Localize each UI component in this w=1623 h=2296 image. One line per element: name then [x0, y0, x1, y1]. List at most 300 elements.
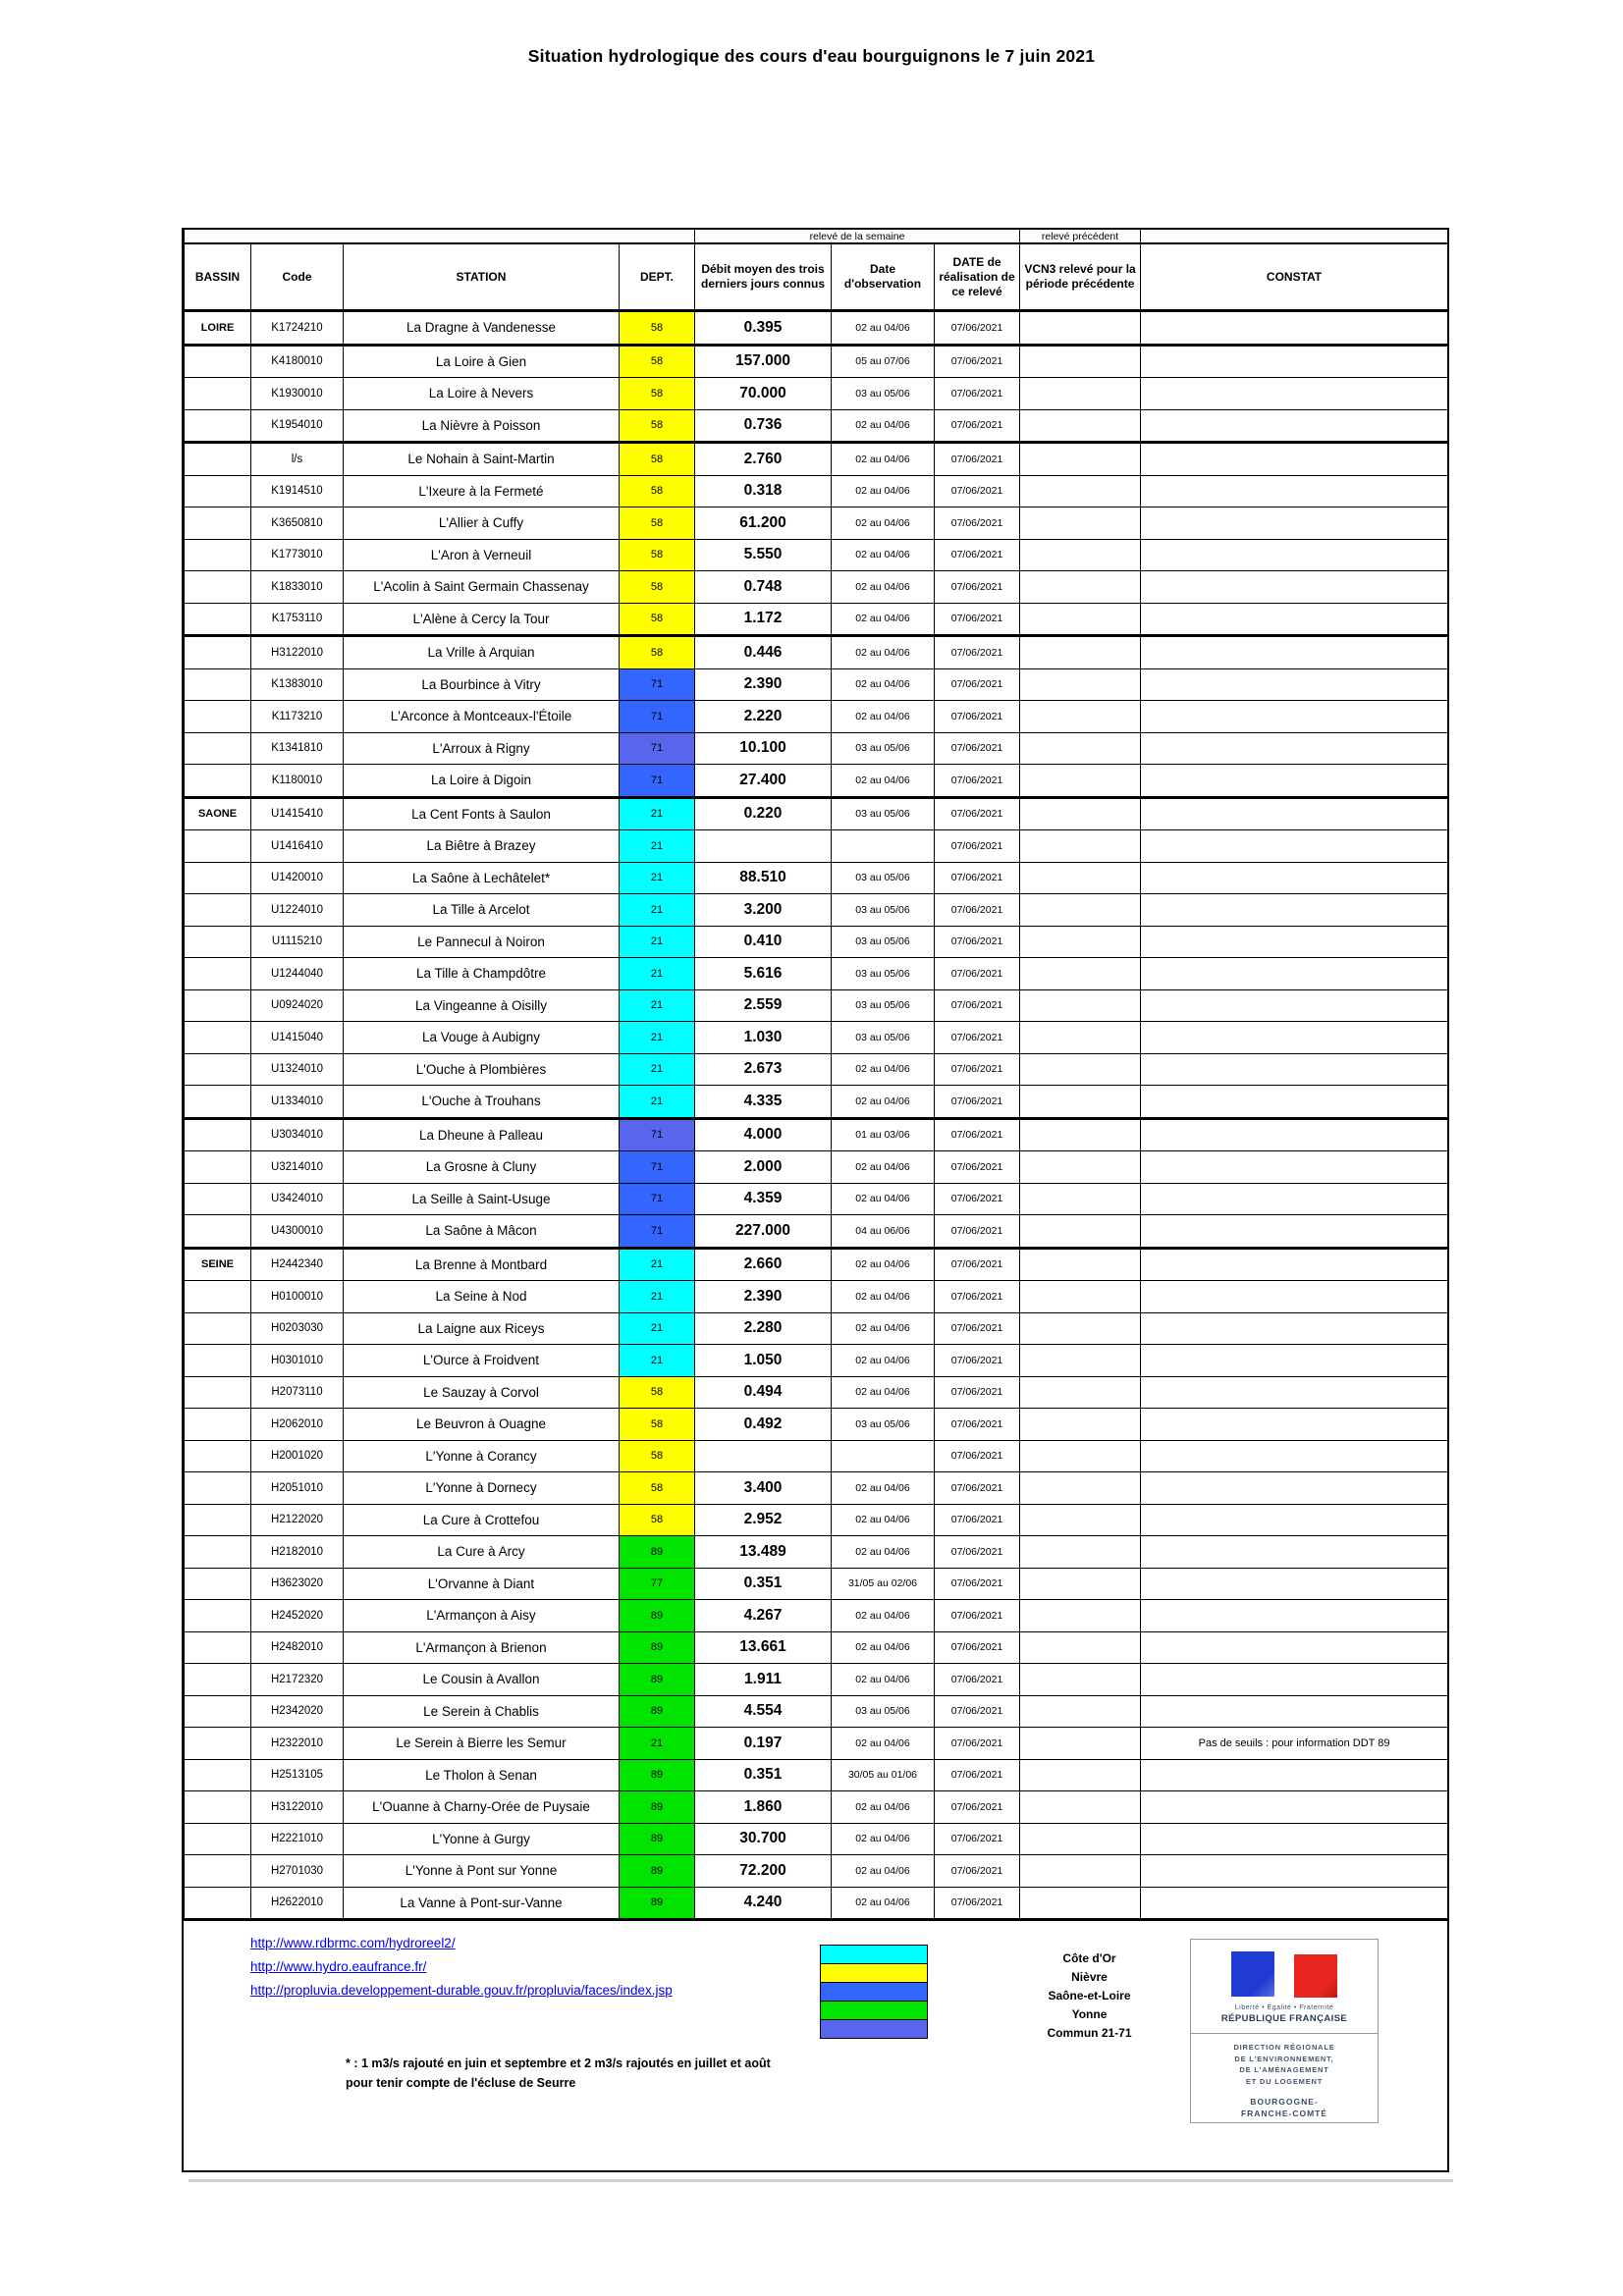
vcn3-cell — [1020, 830, 1141, 863]
debit-cell: 1.030 — [695, 1022, 832, 1054]
dreal-line: ET DU LOGEMENT — [1245, 2076, 1324, 2086]
bassin-cell — [185, 1568, 251, 1600]
header-bassin: BASSIN — [185, 243, 251, 311]
debit-cell: 0.351 — [695, 1568, 832, 1600]
code-cell: H2482010 — [251, 1631, 344, 1664]
date-observation-cell: 02 au 04/06 — [832, 1345, 935, 1377]
debit-cell: 2.952 — [695, 1504, 832, 1536]
dreal-line: DIRECTION RÉGIONALE — [1233, 2043, 1335, 2052]
hydro-table — [184, 230, 1448, 1921]
date-releve-cell: 07/06/2021 — [935, 668, 1020, 701]
date-releve-cell: 07/06/2021 — [935, 571, 1020, 604]
page-title: Situation hydrologique des cours d'eau bourguignons le 7 juin 2021 — [527, 46, 1096, 66]
dept-cell: 89 — [620, 1855, 695, 1888]
code-cell: U4300010 — [251, 1215, 344, 1249]
legend-swatch — [820, 1982, 928, 2002]
debit-cell: 2.280 — [695, 1312, 832, 1345]
table-row — [185, 507, 1448, 540]
page-shadow — [189, 2179, 1453, 2182]
table-row — [185, 378, 1448, 410]
date-releve-cell: 07/06/2021 — [935, 1409, 1020, 1441]
constat-cell — [1141, 1022, 1448, 1054]
code-cell: U1244040 — [251, 958, 344, 990]
dept-cell: 71 — [620, 1151, 695, 1184]
date-observation-cell: 02 au 04/06 — [832, 1183, 935, 1215]
table-row — [185, 1631, 1448, 1664]
constat-cell — [1141, 475, 1448, 507]
vcn3-cell — [1020, 1151, 1141, 1184]
code-cell: U1334010 — [251, 1086, 344, 1119]
bassin-cell — [185, 1053, 251, 1086]
table-row — [185, 1151, 1448, 1184]
station-cell: L'Acolin à Saint Germain Chassenay — [344, 571, 620, 604]
header-debit: Débit moyen des trois derniers jours connus — [695, 243, 832, 311]
table-row — [185, 1183, 1448, 1215]
constat-cell — [1141, 1504, 1448, 1536]
code-cell: U1115210 — [251, 926, 344, 958]
bassin-cell — [185, 894, 251, 927]
date-observation-cell: 03 au 05/06 — [832, 732, 935, 765]
vcn3-cell — [1020, 989, 1141, 1022]
date-observation-cell: 02 au 04/06 — [832, 1151, 935, 1184]
bassin-cell — [185, 1022, 251, 1054]
dept-cell: 21 — [620, 797, 695, 830]
dreal-lines — [1191, 2042, 1378, 2088]
dept-cell: 71 — [620, 668, 695, 701]
vcn3-cell — [1020, 1376, 1141, 1409]
constat-cell: Pas de seuils : pour information DDT 89 — [1141, 1728, 1448, 1760]
constat-cell — [1141, 1759, 1448, 1791]
date-releve-cell: 07/06/2021 — [935, 830, 1020, 863]
station-cell: La Saône à Mâcon — [344, 1215, 620, 1249]
date-observation-cell: 02 au 04/06 — [832, 1472, 935, 1505]
dept-cell: 21 — [620, 1053, 695, 1086]
station-cell: La Vanne à Pont-sur-Vanne — [344, 1887, 620, 1920]
bassin-cell — [185, 1118, 251, 1151]
dept-cell: 21 — [620, 1312, 695, 1345]
vcn3-cell — [1020, 1118, 1141, 1151]
date-releve-cell: 07/06/2021 — [935, 1215, 1020, 1249]
station-cell: L'Ouche à Plombières — [344, 1053, 620, 1086]
dept-cell: 58 — [620, 507, 695, 540]
table-row — [185, 926, 1448, 958]
dept-cell: 21 — [620, 1281, 695, 1313]
station-cell: La Cent Fonts à Saulon — [344, 797, 620, 830]
vcn3-cell — [1020, 443, 1141, 476]
station-cell: La Saône à Lechâtelet* — [344, 862, 620, 894]
bassin-cell — [185, 507, 251, 540]
station-cell: L'Yonne à Gurgy — [344, 1823, 620, 1855]
station-cell: La Dragne à Vandenesse — [344, 311, 620, 346]
dept-cell: 71 — [620, 1215, 695, 1249]
constat-cell — [1141, 1409, 1448, 1441]
constat-cell — [1141, 1281, 1448, 1313]
band-spacer-right — [1141, 230, 1448, 243]
legend-labels — [984, 1949, 1195, 2043]
table-row — [185, 765, 1448, 798]
bassin-cell — [185, 475, 251, 507]
code-cell: H2073110 — [251, 1376, 344, 1409]
vcn3-cell — [1020, 1053, 1141, 1086]
code-cell: H3122010 — [251, 636, 344, 669]
vcn3-cell — [1020, 507, 1141, 540]
links-block — [250, 1932, 673, 2002]
constat-cell — [1141, 507, 1448, 540]
constat-cell — [1141, 1151, 1448, 1184]
table-row — [185, 668, 1448, 701]
logo-region-line-1: BOURGOGNE- — [1250, 2096, 1319, 2107]
bassin-cell — [185, 765, 251, 798]
station-cell: La Tille à Arcelot — [344, 894, 620, 927]
dept-cell: 21 — [620, 1086, 695, 1119]
date-observation-cell: 02 au 04/06 — [832, 1312, 935, 1345]
table-row — [185, 830, 1448, 863]
constat-cell — [1141, 830, 1448, 863]
table-row — [185, 345, 1448, 378]
date-releve-cell: 07/06/2021 — [935, 1695, 1020, 1728]
band-spacer-left — [185, 230, 695, 243]
date-observation-cell: 02 au 04/06 — [832, 409, 935, 443]
debit-cell: 4.267 — [695, 1600, 832, 1632]
code-cell: K1753110 — [251, 603, 344, 636]
date-observation-cell: 03 au 05/06 — [832, 1022, 935, 1054]
date-observation-cell: 03 au 05/06 — [832, 894, 935, 927]
table-row — [185, 1759, 1448, 1791]
station-cell: Le Tholon à Senan — [344, 1759, 620, 1791]
date-observation-cell: 02 au 04/06 — [832, 1887, 935, 1920]
legend-swatch — [820, 1963, 928, 1983]
vcn3-cell — [1020, 862, 1141, 894]
dept-cell: 21 — [620, 862, 695, 894]
date-observation-cell: 02 au 04/06 — [832, 311, 935, 346]
station-cell: L'Arroux à Rigny — [344, 732, 620, 765]
dept-cell: 58 — [620, 345, 695, 378]
code-cell: K4180010 — [251, 345, 344, 378]
date-observation-cell: 02 au 04/06 — [832, 1536, 935, 1569]
bassin-cell — [185, 636, 251, 669]
vcn3-cell — [1020, 1759, 1141, 1791]
bassin-cell — [185, 1823, 251, 1855]
table-row — [185, 1376, 1448, 1409]
dept-cell: 89 — [620, 1695, 695, 1728]
debit-cell: 61.200 — [695, 507, 832, 540]
date-releve-cell: 07/06/2021 — [935, 1728, 1020, 1760]
date-observation-cell: 02 au 04/06 — [832, 1631, 935, 1664]
constat-cell — [1141, 1855, 1448, 1888]
table-row — [185, 1568, 1448, 1600]
date-releve-cell: 07/06/2021 — [935, 1345, 1020, 1377]
debit-cell: 0.318 — [695, 475, 832, 507]
dept-cell: 71 — [620, 732, 695, 765]
constat-cell — [1141, 1791, 1448, 1824]
table-row — [185, 475, 1448, 507]
header-dept: DEPT. — [620, 243, 695, 311]
code-cell: U3034010 — [251, 1118, 344, 1151]
date-observation-cell: 02 au 04/06 — [832, 1728, 935, 1760]
external-link[interactable]: http://propluvia.developpement-durable.gouv.fr/propluvia/faces/index.jsp — [250, 1983, 673, 1998]
table-row — [185, 1281, 1448, 1313]
vcn3-cell — [1020, 1536, 1141, 1569]
constat-cell — [1141, 1183, 1448, 1215]
constat-cell — [1141, 926, 1448, 958]
station-cell: La Seille à Saint-Usuge — [344, 1183, 620, 1215]
station-cell: L'Yonne à Corancy — [344, 1440, 620, 1472]
bassin-cell — [185, 378, 251, 410]
date-observation-cell: 02 au 04/06 — [832, 1376, 935, 1409]
table-row — [185, 797, 1448, 830]
header-code: Code — [251, 243, 344, 311]
dreal-line: DE L'ENVIRONNEMENT, — [1234, 2054, 1334, 2063]
date-observation-cell: 03 au 05/06 — [832, 926, 935, 958]
date-releve-cell: 07/06/2021 — [935, 636, 1020, 669]
station-cell: La Cure à Crottefou — [344, 1504, 620, 1536]
vcn3-cell — [1020, 701, 1141, 733]
bassin-cell — [185, 1151, 251, 1184]
vcn3-cell — [1020, 1440, 1141, 1472]
table-row — [185, 958, 1448, 990]
station-cell: L'Ouche à Trouhans — [344, 1086, 620, 1119]
constat-cell — [1141, 1345, 1448, 1377]
code-cell: H0203030 — [251, 1312, 344, 1345]
debit-cell: 1.860 — [695, 1791, 832, 1824]
date-observation-cell: 02 au 04/06 — [832, 1053, 935, 1086]
vcn3-cell — [1020, 378, 1141, 410]
date-observation-cell: 05 au 07/06 — [832, 345, 935, 378]
bassin-cell — [185, 926, 251, 958]
legend-swatches — [820, 1945, 928, 2039]
code-cell: H2051010 — [251, 1472, 344, 1505]
code-cell: K1833010 — [251, 571, 344, 604]
logo-republic: RÉPUBLIQUE FRANÇAISE — [1220, 2013, 1348, 2024]
code-cell: U1224010 — [251, 894, 344, 927]
station-cell: Le Pannecul à Noiron — [344, 926, 620, 958]
dept-cell: 77 — [620, 1568, 695, 1600]
dept-cell: 89 — [620, 1664, 695, 1696]
date-observation-cell: 03 au 05/06 — [832, 378, 935, 410]
date-observation-cell: 03 au 05/06 — [832, 989, 935, 1022]
table-row — [185, 1664, 1448, 1696]
station-cell: L'Yonne à Pont sur Yonne — [344, 1855, 620, 1888]
bassin-cell — [185, 1536, 251, 1569]
vcn3-cell — [1020, 1472, 1141, 1505]
date-releve-cell: 07/06/2021 — [935, 1183, 1020, 1215]
code-cell: K1173210 — [251, 701, 344, 733]
table-row — [185, 1695, 1448, 1728]
flag-red-block — [1294, 1954, 1337, 1998]
station-cell: L'Armançon à Brienon — [344, 1631, 620, 1664]
date-observation-cell: 02 au 04/06 — [832, 1248, 935, 1281]
dept-cell: 21 — [620, 894, 695, 927]
table-row — [185, 409, 1448, 443]
bassin-cell — [185, 1086, 251, 1119]
code-cell: U1324010 — [251, 1053, 344, 1086]
date-releve-cell: 07/06/2021 — [935, 409, 1020, 443]
logo-region — [1191, 2096, 1378, 2121]
constat-cell — [1141, 409, 1448, 443]
station-cell: La Bourbince à Vitry — [344, 668, 620, 701]
station-cell: La Nièvre à Poisson — [344, 409, 620, 443]
bassin-cell — [185, 1312, 251, 1345]
bassin-cell — [185, 539, 251, 571]
constat-cell — [1141, 1086, 1448, 1119]
debit-cell — [695, 1440, 832, 1472]
bassin-cell — [185, 1791, 251, 1824]
debit-cell: 4.240 — [695, 1887, 832, 1920]
debit-cell: 2.559 — [695, 989, 832, 1022]
debit-cell: 2.390 — [695, 668, 832, 701]
bassin-cell — [185, 1409, 251, 1441]
debit-cell: 13.489 — [695, 1536, 832, 1569]
debit-cell: 0.220 — [695, 797, 832, 830]
constat-cell — [1141, 862, 1448, 894]
code-cell: H2452020 — [251, 1600, 344, 1632]
dept-cell: 58 — [620, 311, 695, 346]
legend-label: Côte d'Or — [1062, 1951, 1116, 1965]
debit-cell: 5.616 — [695, 958, 832, 990]
constat-cell — [1141, 539, 1448, 571]
code-cell: H0301010 — [251, 1345, 344, 1377]
debit-cell: 5.550 — [695, 539, 832, 571]
debit-cell: 0.446 — [695, 636, 832, 669]
header-date-observation: Date d'observation — [832, 243, 935, 311]
debit-cell: 88.510 — [695, 862, 832, 894]
date-releve-cell: 07/06/2021 — [935, 507, 1020, 540]
band-row — [185, 230, 1448, 243]
code-cell: H3122010 — [251, 1791, 344, 1824]
vcn3-cell — [1020, 409, 1141, 443]
bassin-cell — [185, 1440, 251, 1472]
constat-cell — [1141, 345, 1448, 378]
code-cell: H2172320 — [251, 1664, 344, 1696]
debit-cell: 4.359 — [695, 1183, 832, 1215]
station-cell: L'Aron à Verneuil — [344, 539, 620, 571]
debit-cell: 0.748 — [695, 571, 832, 604]
vcn3-cell — [1020, 1887, 1141, 1920]
footnote-line-2: pour tenir compte de l'écluse de Seurre — [346, 2076, 576, 2090]
code-cell: K1930010 — [251, 378, 344, 410]
bassin-cell: LOIRE — [185, 311, 251, 346]
station-cell: La Vrille à Arquian — [344, 636, 620, 669]
external-link[interactable]: http://www.rdbrmc.com/hydroreel2/ — [250, 1936, 456, 1950]
debit-cell: 3.400 — [695, 1472, 832, 1505]
debit-cell: 2.673 — [695, 1053, 832, 1086]
header-vcn3: VCN3 relevé pour la période précédente — [1020, 243, 1141, 311]
code-cell: H2701030 — [251, 1855, 344, 1888]
table-row — [185, 1409, 1448, 1441]
station-cell: L'Ource à Froidvent — [344, 1345, 620, 1377]
constat-cell — [1141, 989, 1448, 1022]
date-releve-cell: 07/06/2021 — [935, 1022, 1020, 1054]
date-observation-cell: 02 au 04/06 — [832, 1791, 935, 1824]
station-cell: L'Orvanne à Diant — [344, 1568, 620, 1600]
dept-cell: 58 — [620, 409, 695, 443]
station-cell: L'Armançon à Aisy — [344, 1600, 620, 1632]
code-cell: H2182010 — [251, 1536, 344, 1569]
date-releve-cell: 07/06/2021 — [935, 1281, 1020, 1313]
date-observation-cell: 02 au 04/06 — [832, 475, 935, 507]
bassin-cell — [185, 1376, 251, 1409]
bassin-cell — [185, 1472, 251, 1505]
code-cell: U1415410 — [251, 797, 344, 830]
station-cell: La Laigne aux Riceys — [344, 1312, 620, 1345]
code-cell: H2062010 — [251, 1409, 344, 1441]
table-row — [185, 1312, 1448, 1345]
constat-cell — [1141, 1887, 1448, 1920]
code-cell: K1180010 — [251, 765, 344, 798]
vcn3-cell — [1020, 1248, 1141, 1281]
hydro-table-body — [185, 311, 1448, 1920]
code-cell: K1383010 — [251, 668, 344, 701]
vcn3-cell — [1020, 732, 1141, 765]
vcn3-cell — [1020, 539, 1141, 571]
bassin-cell — [185, 1281, 251, 1313]
dept-cell: 58 — [620, 1376, 695, 1409]
vcn3-cell — [1020, 636, 1141, 669]
table-row — [185, 1472, 1448, 1505]
station-cell: La Loire à Digoin — [344, 765, 620, 798]
date-observation-cell: 03 au 05/06 — [832, 1695, 935, 1728]
date-observation-cell: 01 au 03/06 — [832, 1118, 935, 1151]
bassin-cell — [185, 409, 251, 443]
code-cell: K3650810 — [251, 507, 344, 540]
debit-cell: 30.700 — [695, 1823, 832, 1855]
date-observation-cell: 02 au 04/06 — [832, 603, 935, 636]
debit-cell: 157.000 — [695, 345, 832, 378]
debit-cell: 227.000 — [695, 1215, 832, 1249]
dept-cell: 89 — [620, 1791, 695, 1824]
date-observation-cell: 03 au 05/06 — [832, 958, 935, 990]
code-cell: l/s — [251, 443, 344, 476]
date-releve-cell: 07/06/2021 — [935, 539, 1020, 571]
code-cell: H2442340 — [251, 1248, 344, 1281]
date-releve-cell: 07/06/2021 — [935, 1536, 1020, 1569]
constat-cell — [1141, 894, 1448, 927]
vcn3-cell — [1020, 1504, 1141, 1536]
code-cell: H0100010 — [251, 1281, 344, 1313]
debit-cell: 2.220 — [695, 701, 832, 733]
code-cell: U1416410 — [251, 830, 344, 863]
bassin-cell — [185, 668, 251, 701]
code-cell: H2322010 — [251, 1728, 344, 1760]
vcn3-cell — [1020, 797, 1141, 830]
table-row — [185, 1053, 1448, 1086]
date-releve-cell: 07/06/2021 — [935, 732, 1020, 765]
station-cell: L'Allier à Cuffy — [344, 507, 620, 540]
table-row — [185, 732, 1448, 765]
legend-swatch — [820, 1945, 928, 1964]
date-releve-cell: 07/06/2021 — [935, 926, 1020, 958]
table-row — [185, 1504, 1448, 1536]
date-observation-cell: 04 au 06/06 — [832, 1215, 935, 1249]
constat-cell — [1141, 1600, 1448, 1632]
table-row — [185, 1440, 1448, 1472]
vcn3-cell — [1020, 1281, 1141, 1313]
date-releve-cell: 07/06/2021 — [935, 443, 1020, 476]
debit-cell — [695, 830, 832, 863]
station-cell: La Dheune à Palleau — [344, 1118, 620, 1151]
date-releve-cell: 07/06/2021 — [935, 1151, 1020, 1184]
table-row — [185, 603, 1448, 636]
dept-cell: 21 — [620, 989, 695, 1022]
station-cell: Le Beuvron à Ouagne — [344, 1409, 620, 1441]
station-cell: L'Arconce à Montceaux-l'Étoile — [344, 701, 620, 733]
vcn3-cell — [1020, 1022, 1141, 1054]
code-cell: U0924020 — [251, 989, 344, 1022]
code-cell: K1773010 — [251, 539, 344, 571]
date-releve-cell: 07/06/2021 — [935, 1791, 1020, 1824]
vcn3-cell — [1020, 1086, 1141, 1119]
external-link[interactable]: http://www.hydro.eaufrance.fr/ — [250, 1959, 427, 1974]
